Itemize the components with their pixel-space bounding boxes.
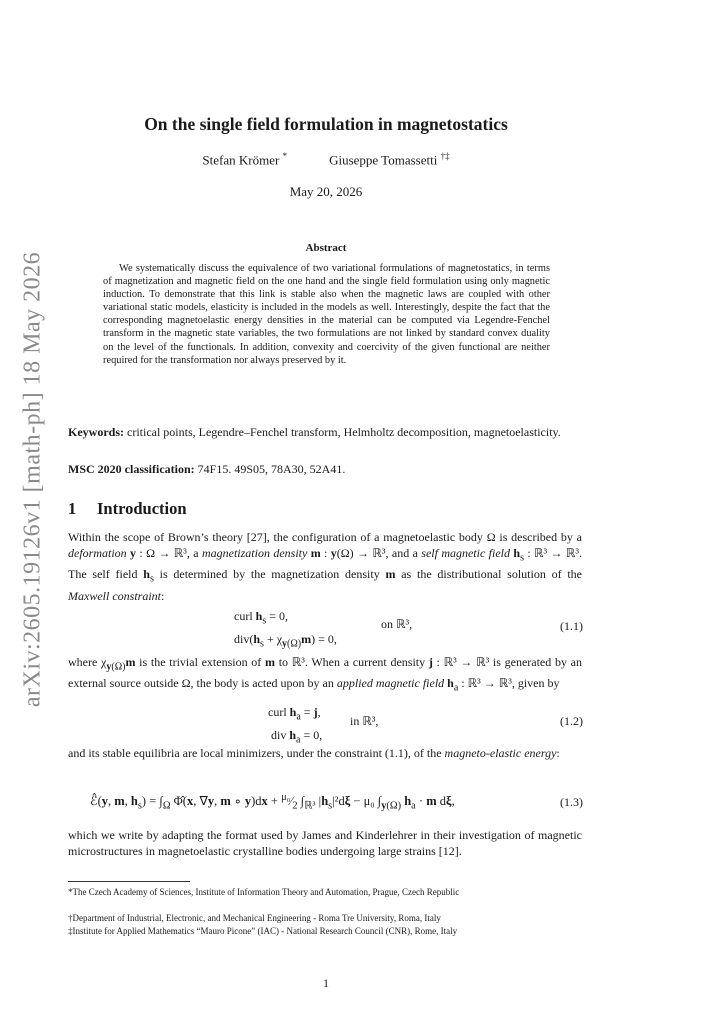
equation-1-1: curl $h_s = 0$, $div(h_s + \chi_{y(\Omega)}m) = 0$, — [234, 609, 337, 650]
arxiv-side-identifier: arXiv:2605.19126v1 [math-ph] 18 May 2026 — [19, 251, 46, 708]
footnote-2: †Department of Industrial, Electronic, and Mechanical Engineering - Roma Tre University, Roma, Italy — [68, 913, 441, 923]
abstract-text: We systematically discuss the equivalence of two variational formulations of magnetostatics, in terms of magnetization and magnetic field on the one hand and the single field formulation using only magnetic induction. To demonstrate that this link is stable also when the magnetic laws are coupled with other variational static models, elasticity is included in the models as well. Interestingly, despite the fact that the corresponding magnetoelastic energy densities in the material can be computed via Legendre-Fenchel transform in the magnetic state variables, the two formulations are not linked by standard convex duality on the level of the functionals. In addition, convexity and coercivity of the given functional are neither required for the transformation nor always preserved by it. — [103, 263, 550, 366]
msc-classification — [68, 462, 582, 477]
intro-paragraph-3: and its stable equilibria are local minimizers, under the constraint (1.1), of the magneto-elastic energy: — [68, 746, 560, 760]
msc-label: MSC 2020 classification: — [68, 462, 195, 476]
footnote-3: ‡Institute for Applied Mathematics “Mauro Picone” (IAC) - National Research Council (CNR), Rome, Italy — [68, 926, 458, 936]
equation-1-2: curl $h_a = j$, div $h_a = 0$, — [268, 705, 323, 746]
intro-paragraph-4: which we write by adapting the format used by James and Kinderlehrer in their investigation of magnetic microstructures in magnetoelastic crystalline bodies undergoing large strains [12]. — [68, 828, 582, 858]
paper-date: May 20, 2026 — [289, 184, 363, 199]
equation-1-1-domain: on ℝ³, — [381, 617, 413, 631]
equation-1-2-domain: in ℝ³, — [350, 714, 379, 728]
section-number: 1 — [68, 499, 77, 518]
footnote-rule — [68, 881, 190, 882]
author-name: Giuseppe Tomassetti — [329, 152, 438, 168]
keywords — [68, 424, 582, 440]
page-number: 1 — [323, 976, 329, 990]
author-footnote-mark: * — [282, 151, 288, 161]
footnote-1: *The Czech Academy of Sciences, Institute of Information Theory and Automation, Prague, Czech Republic — [68, 887, 460, 897]
equation-1-3: ℰ̂(y, m, $h_s) = \int_\Omega$ Φ̂(x, ∇y, m ∘ $y)dx + ^{\mu_0}⁄_2$ $\int_{ℝ^3}$ $|h_s|^2d\xi - \mu_0$ $\int_{y(\Omega)}$ $h_a \cdot m$ dξ, — [90, 792, 455, 812]
intro-paragraph-2: where $\chi_{y(\Omega)}m$ is the trivial extension of m to ℝ³. When a current density j : ℝ³ → ℝ³ is generated by an external source outside Ω, the body is acted upon by an applied magnetic field $h_a$ : ℝ³ → ℝ³, given by — [68, 655, 583, 694]
keywords-text: critical points, Legendre–Fenchel transform, Helmholtz decomposition, magnetoelasticity. — [127, 425, 561, 439]
author-list — [60, 151, 592, 168]
section-title: Introduction — [97, 499, 187, 518]
equation-number: (1.2) — [560, 714, 583, 728]
msc-text: 74F15. 49S05, 78A30, 52A41. — [197, 462, 346, 476]
equation-number: (1.1) — [560, 619, 583, 633]
intro-paragraph-1: Within the scope of Brown’s theory [27], the configuration of a magnetoelastic body Ω is described by a deformation y : Ω → ℝ³, a magnetization density m : y(Ω) → ℝ³, and a self magnetic field $h_s$ : ℝ³ → ℝ³. The self field $h_s$ is determined by the magnetization density m as the distributional solution of the Maxwell constraint: — [68, 530, 583, 603]
author-name: Stefan Krömer — [202, 152, 280, 168]
paper-title: On the single field formulation in magnetostatics — [144, 114, 508, 134]
section-heading — [68, 499, 187, 519]
abstract-heading: Abstract — [305, 242, 347, 254]
keywords-label: Keywords: — [68, 425, 124, 439]
author-footnote-mark: †‡ — [440, 151, 450, 161]
equation-number: (1.3) — [560, 795, 583, 809]
